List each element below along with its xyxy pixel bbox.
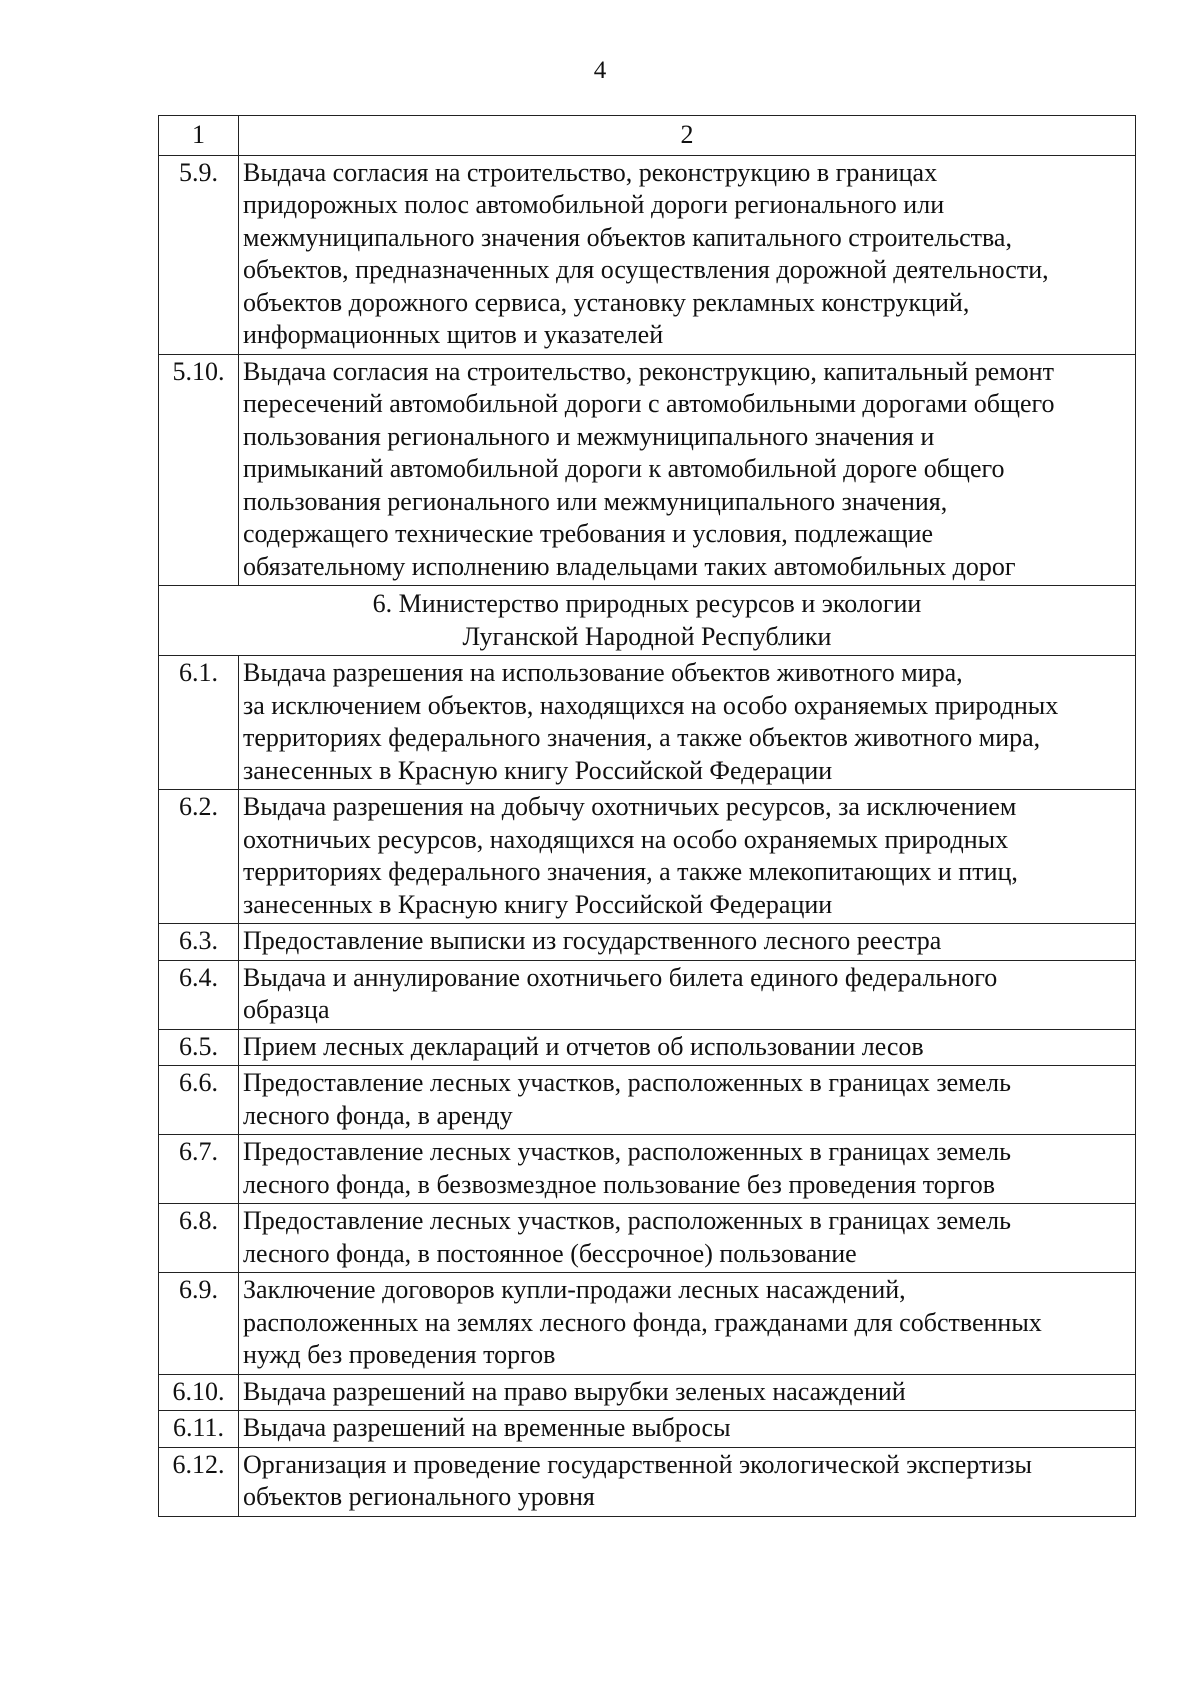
description-line: лесного фонда, в постоянное (бессрочное) пользование [243, 1238, 857, 1268]
item-description [239, 1273, 1136, 1375]
item-description [239, 1411, 1136, 1448]
item-number: 5.9. [159, 155, 239, 354]
description-line: придорожных полос автомобильной дороги регионального или [243, 190, 945, 219]
description-line: пользования регионального или межмуниципального значения, [243, 486, 948, 516]
item-description [239, 1447, 1136, 1516]
section-heading-row [159, 586, 1136, 656]
description-line: расположенных на землях лесного фонда, гражданами для собственных [243, 1307, 1042, 1337]
description-line: Выдача разрешения на добычу охотничьих ресурсов, за исключением [243, 792, 1017, 821]
table-row [159, 354, 1136, 586]
item-description [239, 1066, 1136, 1135]
description-line: Выдача разрешений на временные выбросы [243, 1413, 731, 1442]
description-line: территориях федерального значения, а также объектов животного мира, [243, 723, 1041, 752]
description-line: пользования регионального и межмуниципального значения и [243, 421, 935, 451]
description-line: Выдача согласия на строительство, реконструкцию в границах [243, 157, 938, 187]
item-description [239, 1204, 1136, 1273]
description-line: объектов дорожного сервиса, установку рекламных конструкций, [243, 287, 970, 317]
item-number: 6.9. [159, 1273, 239, 1375]
description-line: охотничьих ресурсов, находящихся на особо охраняемых природных [243, 824, 1009, 854]
description-line: Выдача и аннулирование охотничьего билета единого федерального [243, 962, 998, 992]
description-line: нужд без проведения торгов [243, 1340, 556, 1369]
description-line: Заключение договоров купли-продажи лесных насаждений, [243, 1275, 906, 1304]
table-row [159, 1374, 1136, 1411]
section-heading [159, 586, 1136, 656]
description-line: Выдача разрешения на использование объектов животного мира, [243, 658, 963, 687]
description-line: объектов регионального уровня [243, 1482, 595, 1511]
item-description [239, 790, 1136, 924]
description-line: обязательному исполнению владельцами таких автомобильных дорог [243, 551, 1016, 581]
table-row [159, 790, 1136, 924]
item-description [239, 924, 1136, 961]
table-header-row [159, 116, 1136, 156]
description-line: Предоставление лесных участков, расположенных в границах земель [243, 1137, 1011, 1166]
table-row [159, 1135, 1136, 1204]
item-number: 6.10. [159, 1374, 239, 1411]
description-line: Прием лесных деклараций и отчетов об использовании лесов [243, 1031, 924, 1061]
table-row [159, 1204, 1136, 1273]
description-line: лесного фонда, в безвозмездное пользование без проведения торгов [243, 1169, 996, 1199]
table-row [159, 1029, 1136, 1066]
item-number: 6.4. [159, 960, 239, 1029]
description-line: объектов, предназначенных для осуществления дорожной деятельности, [243, 255, 1049, 284]
section-heading-line: 6. Министерство природных ресурсов и экологии [372, 589, 922, 618]
item-number: 6.5. [159, 1029, 239, 1066]
table-row [159, 1066, 1136, 1135]
item-description [239, 960, 1136, 1029]
item-description [239, 1374, 1136, 1411]
header-column-2: 2 [239, 116, 1136, 156]
item-description [239, 1135, 1136, 1204]
table-row [159, 656, 1136, 790]
description-line: содержащего технические требования и условия, подлежащие [243, 519, 934, 548]
description-line: пересечений автомобильной дороги с автомобильными дорогами общего [243, 389, 1055, 418]
item-number: 6.1. [159, 656, 239, 790]
item-description [239, 656, 1136, 790]
description-line: Организация и проведение государственной экологической экспертизы [243, 1449, 1033, 1479]
item-number: 5.10. [159, 354, 239, 586]
item-number: 6.7. [159, 1135, 239, 1204]
section-heading-line: Луганской Народной Республики [462, 621, 832, 651]
description-line: занесенных в Красную книгу Российской Федерации [243, 889, 833, 919]
item-number: 6.3. [159, 924, 239, 961]
header-column-1: 1 [159, 116, 239, 156]
item-number: 6.2. [159, 790, 239, 924]
description-line: занесенных в Красную книгу Российской Федерации [243, 755, 833, 785]
table-row [159, 924, 1136, 961]
description-line: межмуниципального значения объектов капитального строительства, [243, 222, 1012, 252]
item-number: 6.8. [159, 1204, 239, 1273]
item-number: 6.12. [159, 1447, 239, 1516]
table-row [159, 1447, 1136, 1516]
description-line: Предоставление лесных участков, расположенных в границах земель [243, 1068, 1011, 1097]
description-line: образца [243, 995, 330, 1024]
description-line: Предоставление выписки из государственного лесного реестра [243, 926, 942, 955]
description-line: Выдача согласия на строительство, реконструкцию, капитальный ремонт [243, 356, 1054, 386]
services-table [158, 115, 1136, 1517]
table-row [159, 1273, 1136, 1375]
table-row [159, 1411, 1136, 1448]
description-line: лесного фонда, в аренду [243, 1100, 513, 1130]
description-line: за исключением объектов, находящихся на особо охраняемых природных [243, 690, 1059, 720]
item-description [239, 1029, 1136, 1066]
description-line: Выдача разрешений на право вырубки зеленых насаждений [243, 1376, 906, 1406]
item-number: 6.11. [159, 1411, 239, 1448]
item-description [239, 155, 1136, 354]
page-number: 4 [593, 57, 607, 84]
item-number: 6.6. [159, 1066, 239, 1135]
table-row [159, 960, 1136, 1029]
services-table-body [159, 116, 1136, 1517]
item-description [239, 354, 1136, 586]
description-line: территориях федерального значения, а также млекопитающих и птиц, [243, 857, 1018, 886]
table-row [159, 155, 1136, 354]
description-line: примыканий автомобильной дороги к автомобильной дороге общего [243, 454, 1005, 483]
description-line: Предоставление лесных участков, расположенных в границах земель [243, 1206, 1011, 1235]
description-line: информационных щитов и указателей [243, 320, 664, 349]
